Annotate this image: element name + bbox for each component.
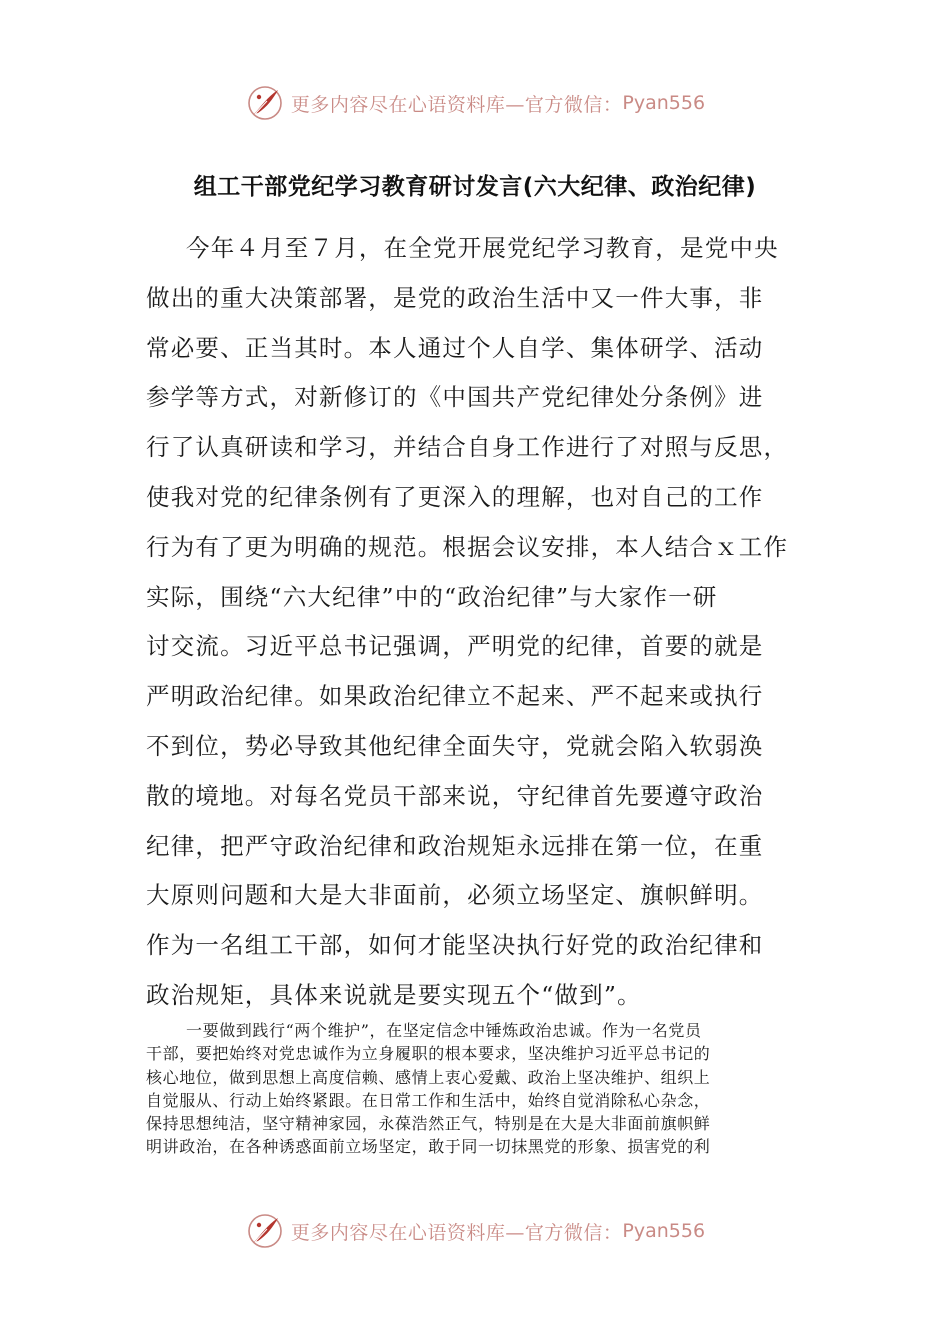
paragraph-line: 明讲政治，在各种诱惑面前立场坚定，敢于同一切抹黑党的形象、损害党的利 xyxy=(146,1137,711,1157)
paragraph-line: 行了认真研读和学习，并结合自身工作进行了对照与反思， xyxy=(146,433,789,462)
paragraph-line: 自觉服从、行动上始终紧跟。在日常工作和生活中，始终自觉消除私心杂念， xyxy=(146,1090,711,1110)
paragraph-line: 核心地位，做到思想上高度信赖、感情上衷心爱戴、政治上坚决维护、组织上 xyxy=(146,1067,711,1087)
paragraph-line: 一要做到践行“两个维护”，在坚定信念中锤炼政治忠诚。作为一名党员 xyxy=(186,1021,702,1040)
paragraph-line: 作为一名组工干部，如何才能坚决执行好党的政治纪律和 xyxy=(146,931,764,960)
paragraph-line: 纪律，把严守政治纪律和政治规矩永远排在第一位，在重 xyxy=(146,831,764,860)
paragraph-line: 政治规矩，具体来说就是要实现五个“做到”。 xyxy=(146,980,642,1009)
second-paragraph xyxy=(146,1019,806,1159)
paragraph-line: 做出的重大决策部署，是党的政治生活中又一件大事，非 xyxy=(146,283,764,312)
header-banner[interactable] xyxy=(0,80,950,126)
paragraph-line: 保持思想纯洁，坚守精神家园，永葆浩然正气，特别是在大是大非面前旗帜鲜 xyxy=(146,1114,711,1134)
paragraph-line: 参学等方式，对新修订的《中国共产党纪律处分条例》进 xyxy=(146,383,764,412)
paragraph-line: 常必要、正当其时。本人通过个人自学、集体研学、活动 xyxy=(146,333,764,362)
footer-banner[interactable] xyxy=(0,1208,950,1254)
paragraph-line: 行为有了更为明确的规范。根据会议安排，本人结合ｘ工作 xyxy=(146,532,789,561)
paragraph-line: 严明政治纪律。如果政治纪律立不起来、严不起来或执行 xyxy=(146,682,764,711)
banner-wechat-id: Pyan556 xyxy=(622,1220,706,1242)
main-paragraph xyxy=(146,224,811,1021)
quill-logo-icon xyxy=(245,83,285,123)
paragraph-line: 实际，围绕“六大纪律”中的“政治纪律”与大家作一研 xyxy=(146,582,718,611)
banner-text: 更多内容尽在心语资料库—官方微信： xyxy=(290,93,623,116)
paragraph-line: 大原则问题和大是大非面前，必须立场坚定、旗帜鲜明。 xyxy=(146,881,764,910)
quill-logo-icon xyxy=(245,1211,285,1251)
paragraph-line: 今年４月至７月，在全党开展党纪学习教育，是党中央 xyxy=(186,234,779,262)
paragraph-line: 讨交流。习近平总书记强调，严明党的纪律，首要的就是 xyxy=(146,632,764,661)
paragraph-line: 使我对党的纪律条例有了更深入的理解，也对自己的工作 xyxy=(146,482,764,511)
paragraph-line: 干部，要把始终对党忠诚作为立身履职的根本要求，坚决维护习近平总书记的 xyxy=(146,1044,711,1064)
document-title: 组工干部党纪学习教育研讨发言(六大纪律、政治纪律) xyxy=(193,174,757,200)
banner-text: 更多内容尽在心语资料库—官方微信： xyxy=(290,1221,623,1244)
paragraph-line: 散的境地。对每名党员干部来说，守纪律首先要遵守政治 xyxy=(146,781,764,810)
paragraph-line: 不到位，势必导致其他纪律全面失守，党就会陷入软弱涣 xyxy=(146,731,764,760)
banner-wechat-id: Pyan556 xyxy=(622,92,706,114)
